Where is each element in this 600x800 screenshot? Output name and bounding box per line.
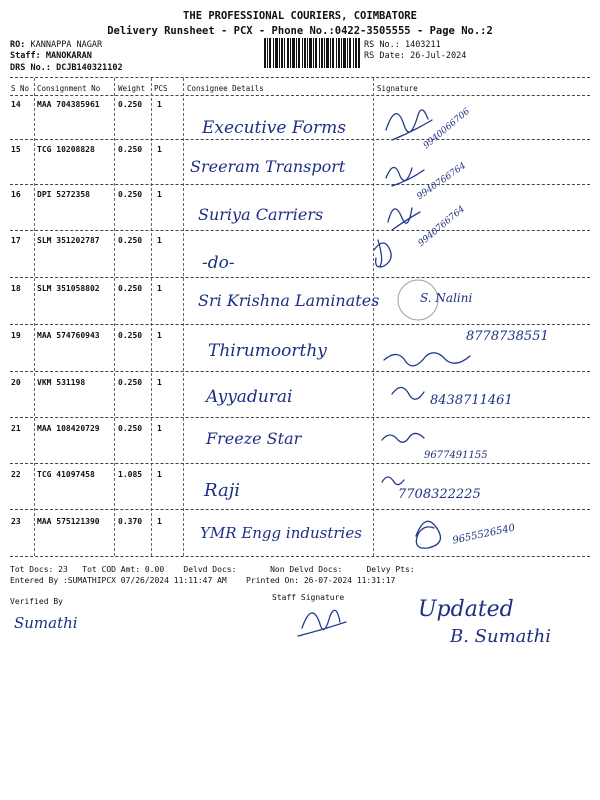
row-pcs: 1 [157,470,162,479]
row-weight: 1.085 [118,470,143,479]
row-pcs: 1 [157,517,162,526]
signature-scribble [374,240,391,267]
row-weight: 0.250 [118,190,143,199]
staff-value: MANOKARAN [45,51,92,61]
row-sno: 17 [11,236,21,245]
row-pcs: 1 [157,284,162,293]
handwritten-signature: 9655526540 [451,522,517,547]
row-pcs: 1 [157,378,162,387]
row-pcs: 1 [157,190,162,199]
col-header-sno: S No [11,84,30,93]
signature-scribble [386,110,432,140]
signature-scribble [388,208,420,230]
handwritten-consignee: Raji [204,480,241,501]
rs-date-label: RS Date: [364,51,405,61]
handwritten-consignee: Thirumoorthy [208,341,327,361]
row-consignment: SLM 351202787 [37,236,100,245]
tot-docs: Tot Docs: 23 [10,565,68,574]
row-consignment: MAA 575121390 [37,517,100,526]
row-weight: 0.250 [118,236,143,245]
col-header-consignee: Consignee Details [187,84,264,93]
col-header-signature: Signature [377,84,418,93]
col-header-consignment: Consignment No [37,84,101,93]
row-consignment: TCG 41097458 [37,470,95,479]
handwritten-signature: 9940066706 [421,106,473,152]
signature-scribble [416,521,440,548]
handwritten-consignee: Sreeram Transport [190,157,346,176]
row-consignment: MAA 108420729 [37,424,100,433]
handwritten-signature: 8438711461 [430,393,513,408]
handwritten-consignee: Executive Forms [202,118,346,138]
row-pcs: 1 [157,331,162,340]
entered-by: Entered By :SUMATHIPCX 07/26/2024 11:11:47 AM [10,576,227,585]
col-header-weight: Weight [118,84,146,93]
rs-no-label: RS No.: [364,40,400,50]
row-sno: 19 [11,331,21,340]
delvy-pts: Delvy Pts: [366,565,415,574]
footer-handwriting [0,590,600,670]
row-sno: 20 [11,378,21,387]
runsheet-title: Delivery Runsheet - PCX - Phone No.:0422-3505555 - Page No.:2 [107,25,493,37]
rs-date-value: 26-Jul-2024 [410,51,467,61]
row-consignment: MAA 574760943 [37,331,100,340]
handwritten-signature: 8778738551 [466,329,549,344]
staff-label: Staff: [10,51,41,61]
handwritten-signature: 9940766764 [415,161,468,203]
entered-row [10,576,395,585]
handwritten-consignee: Freeze Star [206,429,302,448]
non-delvd-docs: Non Delvd Docs: [270,565,343,574]
handwritten-consignee: YMR Engg industries [200,524,362,542]
handwritten-consignee: Suriya Carriers [198,205,324,224]
col-header-pcs: PCS [154,84,168,93]
signature-scribble [382,477,404,485]
handwritten-signature: 7708322225 [398,487,481,502]
updated-by-note: B. Sumathi [450,626,551,647]
row-sno: 15 [11,145,21,154]
row-sno: 23 [11,517,21,526]
row-weight: 0.370 [118,517,143,526]
row-weight: 0.250 [118,145,143,154]
handwritten-signature: 9677491155 [424,450,488,461]
updated-note: Updated [418,597,514,622]
signature-scribble [384,353,470,366]
row-sno: 21 [11,424,21,433]
row-consignment: SLM 351058802 [37,284,100,293]
row-weight: 0.250 [118,284,143,293]
row-consignment: DPI 5272358 [37,190,90,199]
verified-by-label: Verified By [10,597,63,606]
ro-label: RO: [10,40,26,50]
delvd-docs: Delvd Docs: [183,565,237,574]
handwritten-consignee: Ayyadurai [206,387,293,407]
row-consignment: MAA 704385961 [37,100,100,109]
rs-no-value: 1403211 [404,40,441,50]
row-sno: 16 [11,190,21,199]
row-weight: 0.250 [118,424,143,433]
printed-on: Printed On: 26-07-2024 11:31:17 [246,576,396,585]
drs-value: DCJB140321102 [56,63,123,73]
row-weight: 0.250 [118,100,143,109]
row-pcs: 1 [157,424,162,433]
row-consignment: VKM 531198 [37,378,86,387]
row-sno: 18 [11,284,21,293]
row-weight: 0.250 [118,378,143,387]
handwritten-signature: 9940766764 [416,204,467,249]
staff-signature-scribble [298,610,346,636]
row-pcs: 1 [157,236,162,245]
row-weight: 0.250 [118,331,143,340]
row-pcs: 1 [157,145,162,154]
ro-value: KANNAPPA NAGAR [30,40,103,50]
row-consignment: TCG 10208828 [37,145,95,154]
row-pcs: 1 [157,100,162,109]
handwritten-consignee: -do- [202,253,235,273]
staff-signature-label: Staff Signature [272,593,345,602]
signature-scribble [392,387,424,399]
drs-label: DRS No.: [10,63,51,73]
handwritten-consignee: Sri Krishna Laminates [198,291,380,310]
row-sno: 22 [11,470,21,479]
totals-row [10,565,415,574]
tot-cod-amt: Tot COD Amt: 0.00 [82,565,165,574]
signature-scribble [386,167,424,186]
row-sno: 14 [11,100,21,109]
signature-scribble [382,433,424,442]
verified-signature: Sumathi [14,614,78,632]
company-title: THE PROFESSIONAL COURIERS, COIMBATORE [183,10,417,22]
handwritten-signature: S. Nalini [420,291,473,305]
